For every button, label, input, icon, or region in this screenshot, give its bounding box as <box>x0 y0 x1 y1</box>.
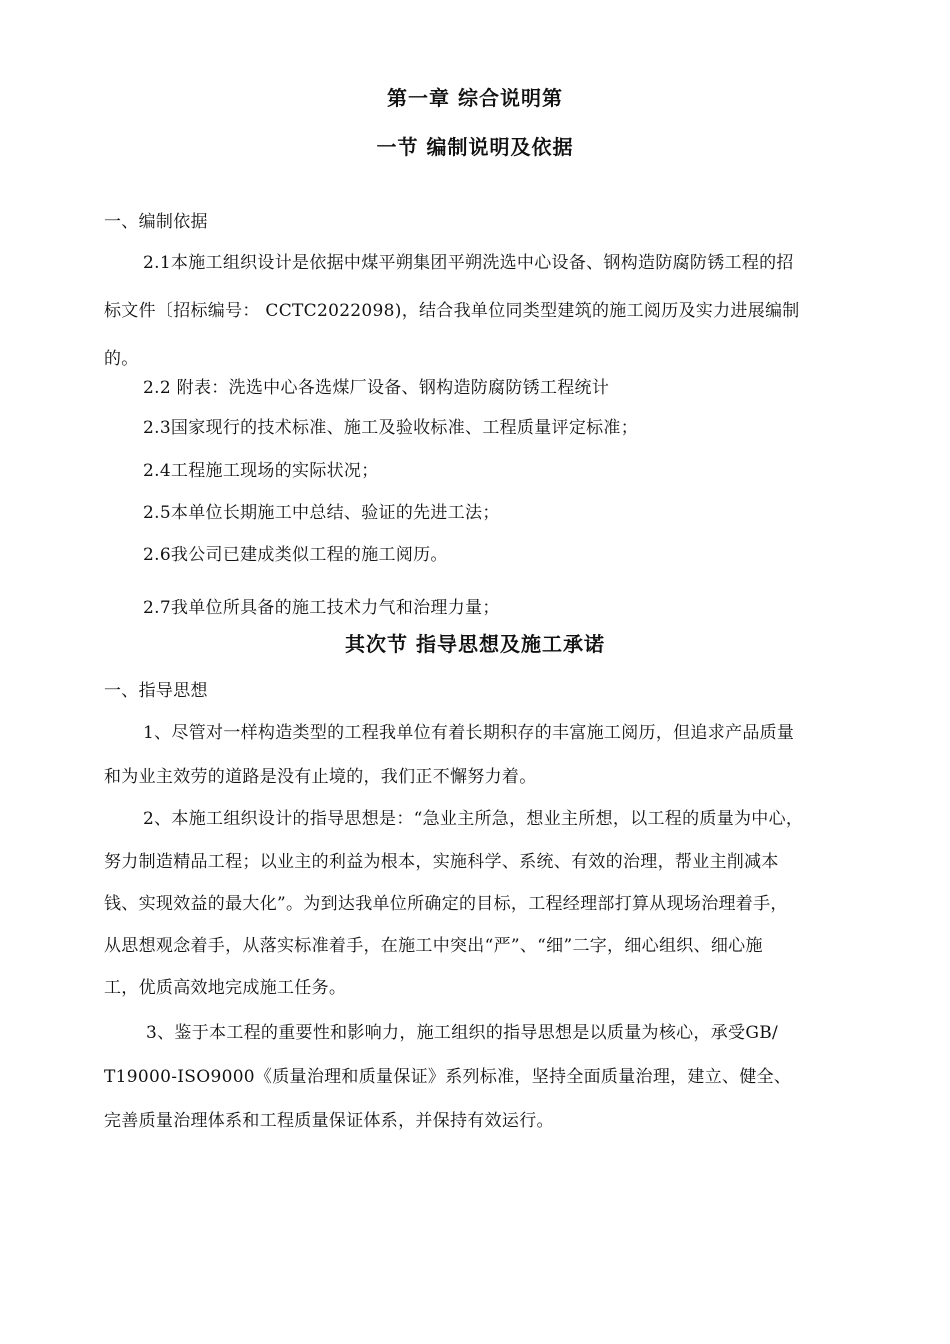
paragraph-2-1-line: 2.1本施工组织设计是依据中煤平朔集团平朔洗选中心设备、钢构造防腐防锈工程的招 <box>143 253 794 273</box>
guideline-3-line: T19000-ISO9000《质量治理和质量保证》系列标准，坚持全面质量治理，建立、健全、 <box>104 1067 792 1087</box>
guideline-3-line: 3、鉴于本工程的重要性和影响力，施工组织的指导思想是以质量为核心，承受GB/ <box>146 1023 779 1043</box>
guideline-2-line: 从思想观念着手，从落实标准着手，在施工中突出“严”、“细”二字，细心组织、细心施 <box>104 936 763 956</box>
paragraph-2-3: 2.3国家现行的技术标准、施工及验收标准、工程质量评定标准； <box>143 418 639 438</box>
guideline-3-line: 完善质量治理体系和工程质量保证体系，并保持有效运行。 <box>104 1111 554 1131</box>
guideline-2-line: 工，优质高效地完成施工任务。 <box>104 978 347 998</box>
guideline-2-line: 2、本施工组织设计的指导思想是：“急业主所急，想业主所想，以工程的质量为中心， <box>143 809 804 829</box>
paragraph-2-2: 2.2 附表：洗选中心各选煤厂设备、钢构造防腐防锈工程统计 <box>143 378 610 398</box>
guideline-1-line: 和为业主效劳的道路是没有止境的，我们正不懈努力着。 <box>104 767 537 787</box>
section2-title: 其次节 指导思想及施工承诺 <box>345 632 605 656</box>
guideline-2-line: 钱、实现效益的最大化”。为到达我单位所确定的目标，工程经理部打算从现场治理着手， <box>104 894 788 914</box>
paragraph-2-6: 2.6我公司已建成类似工程的施工阅历。 <box>143 545 448 565</box>
chapter-title: 第一章 综合说明第 <box>387 86 563 110</box>
paragraph-2-4: 2.4工程施工现场的实际状况； <box>143 461 379 481</box>
subsection-heading: 一、编制依据 <box>104 212 208 232</box>
subsection-heading: 一、指导思想 <box>104 681 208 701</box>
paragraph-2-5: 2.5本单位长期施工中总结、验证的先进工法； <box>143 503 500 523</box>
guideline-1-line: 1、尽管对一样构造类型的工程我单位有着长期积存的丰富施工阅历，但追求产品质量 <box>143 723 795 743</box>
paragraph-2-7: 2.7我单位所具备的施工技术力气和治理力量； <box>143 598 500 618</box>
section-title: 一节 编制说明及依据 <box>376 135 574 159</box>
paragraph-2-1-line: 标文件〔招标编号： CCTC2022098)，结合我单位同类型建筑的施工阅历及实力进展编制 <box>104 301 800 321</box>
guideline-2-line: 努力制造精品工程；以业主的利益为根本，实施科学、系统、有效的治理，帮业主削减本 <box>104 852 779 872</box>
paragraph-2-1-line: 的。 <box>104 349 139 369</box>
